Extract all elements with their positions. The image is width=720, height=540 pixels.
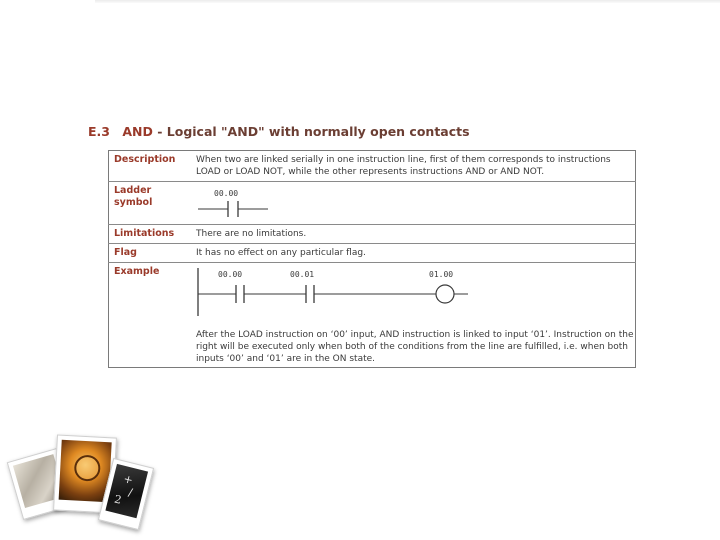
- row-ladder-symbol: [109, 182, 636, 225]
- ladder-label: Ladder symbol: [109, 182, 192, 225]
- chalkboard-photo: + / 2: [98, 458, 154, 530]
- top-border: [95, 0, 720, 3]
- example-ladder-diagram: [196, 266, 486, 322]
- limitations-text: There are no limitations.: [191, 225, 636, 244]
- example-cell: [196, 266, 634, 364]
- row-limitations: [109, 225, 636, 244]
- flag-text: It has no effect on any particular flag.: [191, 244, 636, 263]
- description-label: Description: [114, 154, 176, 165]
- section-number: E.3: [88, 124, 110, 139]
- section-title: AND: [122, 124, 153, 139]
- limitations-label: Limitations: [109, 225, 192, 244]
- row-description: [109, 151, 636, 182]
- description-text: When two are linked serially in one instruction line, first of them corresponds to instructions LOAD or LOAD NOT, while the other represents instructions AND or AND NOT.: [196, 155, 611, 177]
- photo-collage-icon: [10, 432, 150, 532]
- section-heading: [88, 124, 470, 139]
- row-flag: [109, 244, 636, 263]
- output-coil: [436, 285, 454, 303]
- example-contact1-label: 00.00: [218, 270, 243, 279]
- ladder-contact-label: 00.00: [214, 189, 239, 198]
- section-subtitle: - Logical "AND" with normally open contacts: [157, 124, 470, 139]
- example-label: Example: [109, 263, 192, 368]
- flag-label: Flag: [109, 244, 192, 263]
- ladder-symbol-diagram: [196, 185, 296, 221]
- example-output-label: 01.00: [429, 270, 454, 279]
- ladder-symbol-cell: [196, 185, 630, 221]
- instruction-spec-table: [108, 150, 636, 368]
- example-contact2-label: 00.01: [290, 270, 315, 279]
- example-text: After the LOAD instruction on ‘00’ input, AND instruction is linked to input ‘01’. Instruction on the right will be executed only when both of the conditions from the line are fulfilled, i.e. when both inputs ‘00’ and ‘01’ are in the ON state.: [196, 330, 634, 364]
- row-example: [109, 263, 636, 368]
